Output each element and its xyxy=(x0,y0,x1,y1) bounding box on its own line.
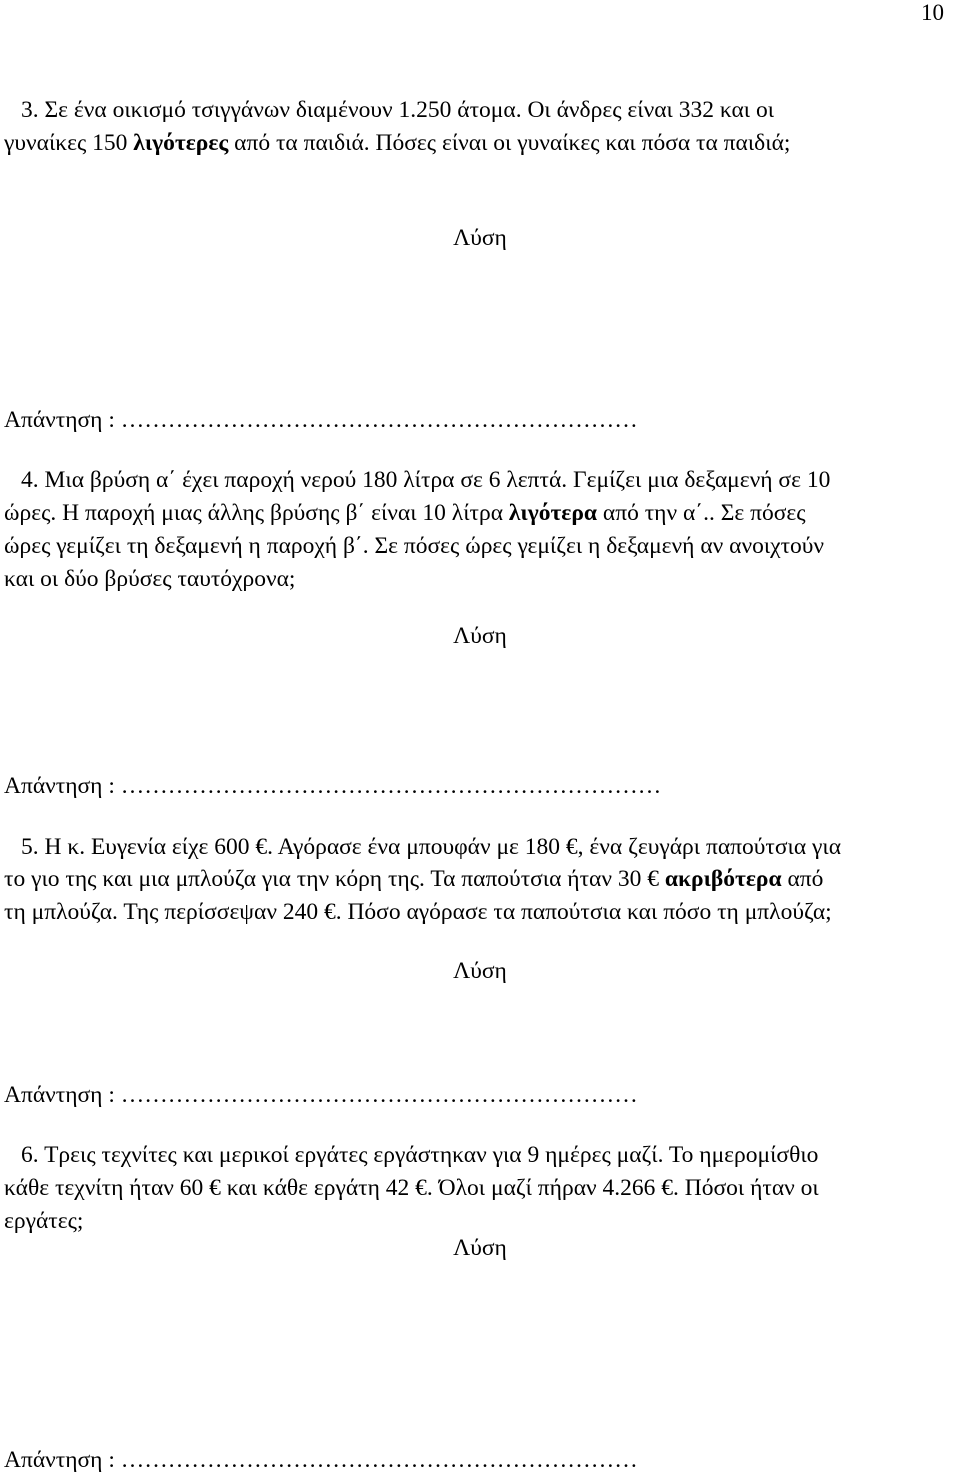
problem-4-line-3: ώρες γεμίζει τη δεξαμενή η παροχή β΄. Σε πόσες ώρες γεμίζει η δεξαμενή αν ανοιχτούν xyxy=(4,533,825,559)
problem-4-line-2: ώρες. Η παροχή μιας άλλης βρύσης β΄ είναι 10 λίτρα λιγότερα από την α΄.. Σε πόσες xyxy=(4,500,806,526)
page-number: 10 xyxy=(921,0,944,25)
problem-4-line-1: 4. Μια βρύση α΄ έχει παροχή νερού 180 λίτρα σε 6 λεπτά. Γεμίζει μια δεξαμενή σε 10 xyxy=(21,467,831,493)
solution-label: Λύση xyxy=(453,225,507,251)
problem-6-line-2: κάθε τεχνίτη ήταν 60 € και κάθε εργάτη 42 €. Όλοι μαζί πήραν 4.266 €. Πόσοι ήταν οι xyxy=(4,1175,819,1201)
answer-line: Απάντηση : ………………………………………………………… xyxy=(4,1082,638,1108)
answer-line: Απάντηση : ………………………………………………………… xyxy=(4,407,638,433)
problem-4-line-4: και οι δύο βρύσες ταυτόχρονα; xyxy=(4,566,296,592)
problem-6-line-3: εργάτες; xyxy=(4,1208,84,1234)
problem-5-line-3: τη μπλούζα. Της περίσσεψαν 240 €. Πόσο αγόρασε τα παπούτσια και πόσο τη μπλούζα; xyxy=(4,899,832,925)
solution-label: Λύση xyxy=(453,958,507,984)
answer-line: Απάντηση : …………………………………………………………… xyxy=(4,773,662,799)
solution-label: Λύση xyxy=(453,623,507,649)
problem-5-line-1: 5. Η κ. Ευγενία είχε 600 €. Αγόρασε ένα μπουφάν με 180 €, ένα ζευγάρι παπούτσια για xyxy=(21,834,842,860)
problem-6-line-1: 6. Τρεις τεχνίτες και μερικοί εργάτες εργάστηκαν για 9 ημέρες μαζί. Το ημερομίσθιο xyxy=(21,1142,819,1168)
emphasis: λιγότερα xyxy=(508,500,598,526)
solution-label: Λύση xyxy=(453,1235,507,1261)
problem-3-line-2: γυναίκες 150 λιγότερες από τα παιδιά. Πόσες είναι οι γυναίκες και πόσα τα παιδιά; xyxy=(4,130,791,156)
emphasis: ακριβότερα xyxy=(664,866,782,892)
emphasis: λιγότερες xyxy=(133,130,229,156)
problem-5-line-2: το γιο της και μια μπλούζα για την κόρη της. Τα παπούτσια ήταν 30 € ακριβότερα από xyxy=(4,866,824,892)
problem-3-line-1: 3. Σε ένα οικισμό τσιγγάνων διαμένουν 1.250 άτομα. Οι άνδρες είναι 332 και οι xyxy=(21,97,775,123)
answer-line: Απάντηση : ………………………………………………………… xyxy=(4,1447,638,1473)
